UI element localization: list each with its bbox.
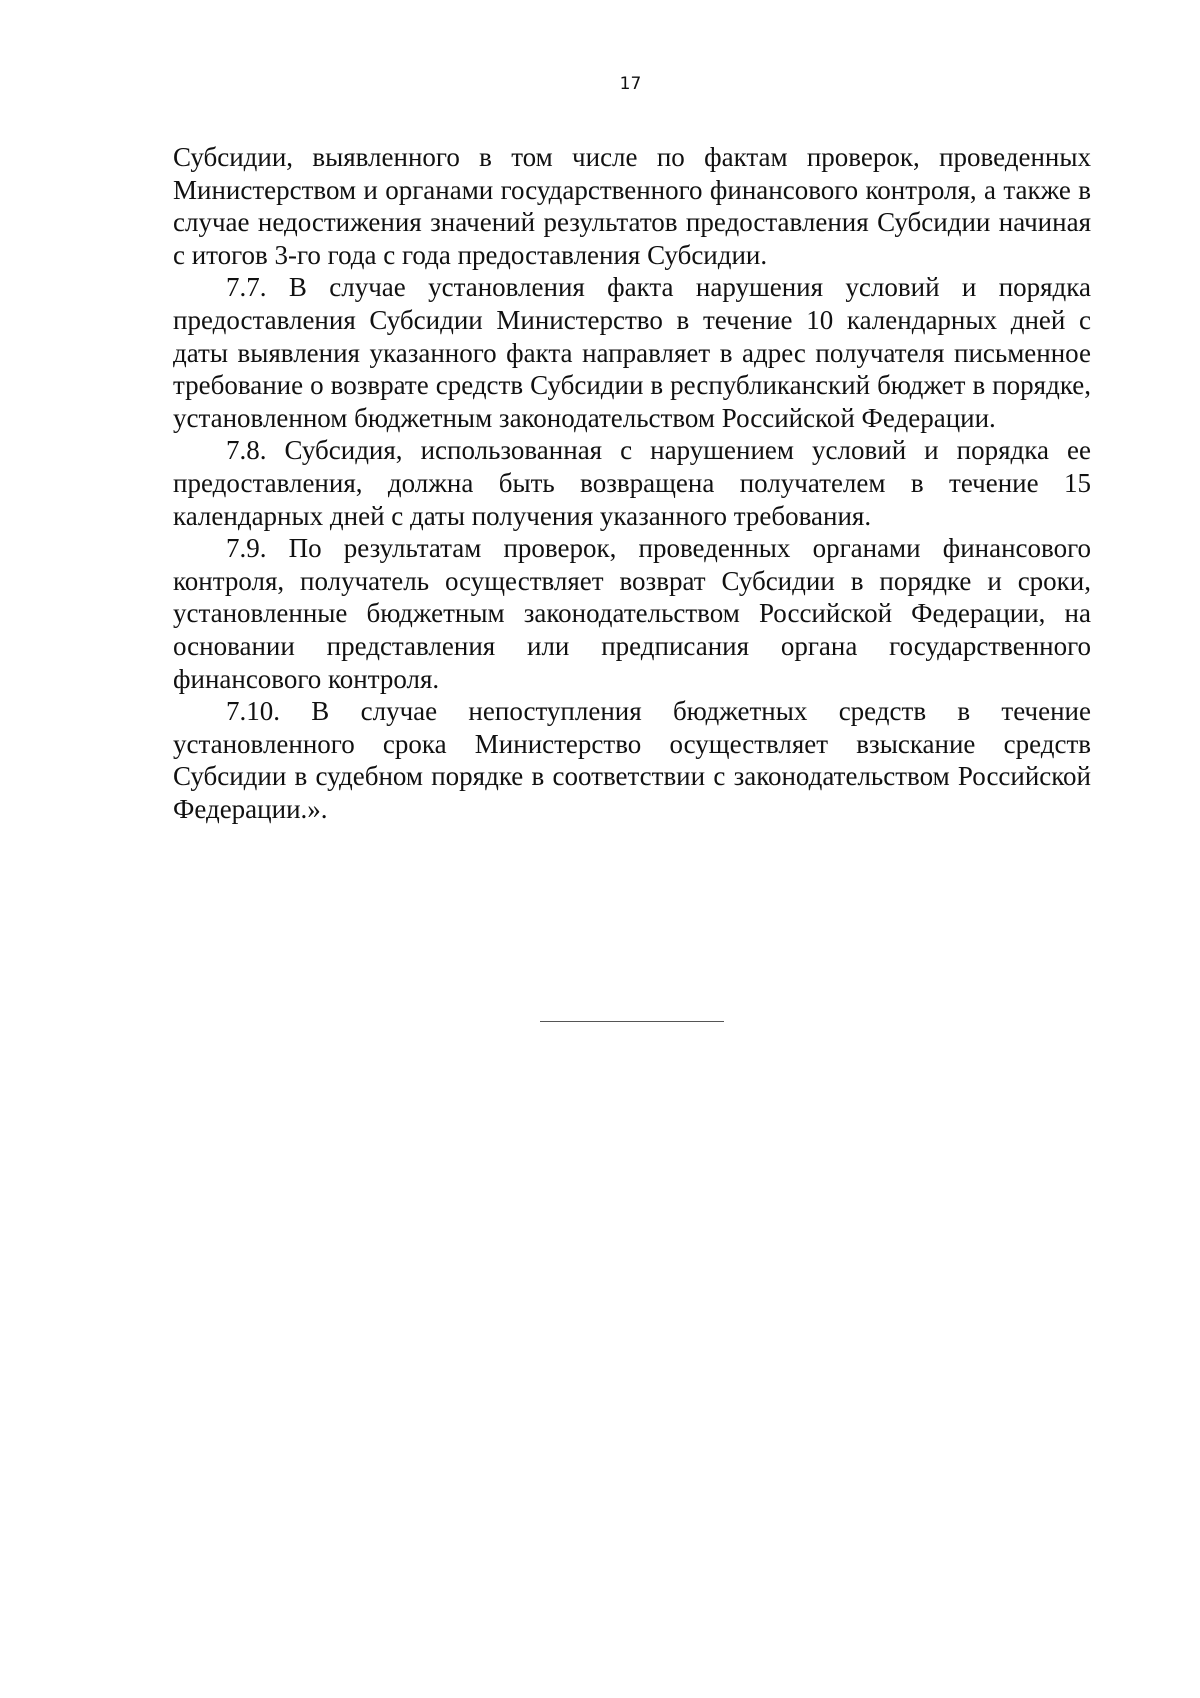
paragraph-7-9: 7.9. По результатам проверок, проведенных органами финансового контроля, получатель осуществляет возврат Субсидии в порядке и сроки, установленные бюджетным законодательством Российской Федерации, на основании представления или предписания органа государственного финансового контроля.	[173, 533, 1091, 694]
page-number: 17	[619, 74, 642, 94]
closing-separator-line	[540, 1021, 724, 1022]
paragraph-7-7: 7.7. В случае установления факта нарушения условий и порядка предоставления Субсидии Министерство в течение 10 календарных дней с даты выявления указанного факта направляет в адрес получателя письменное требование о возврате средств Субсидии в республиканский бюджет в порядке, установленном бюджетным законодательством Российской Федерации.	[173, 272, 1091, 433]
paragraph-7-10: 7.10. В случае непоступления бюджетных средств в течение установленного срока Министерство осуществляет взыскание средств Субсидии в судебном порядке в соответствии с законодательством Российской Федерации.».	[173, 696, 1091, 824]
paragraph-7-8: 7.8. Субсидия, использованная с нарушением условий и порядка ее предоставления, должна быть возвращена получателем в течение 15 календарных дней с даты получения указанного требования.	[173, 435, 1091, 531]
document-body	[173, 141, 1091, 825]
paragraph-continuation: Субсидии, выявленного в том числе по фактам проверок, проведенных Министерством и органами государственного финансового контроля, а также в случае недостижения значений результатов предоставления Субсидии начиная с итогов 3-го года с года предоставления Субсидии.	[173, 142, 1091, 270]
